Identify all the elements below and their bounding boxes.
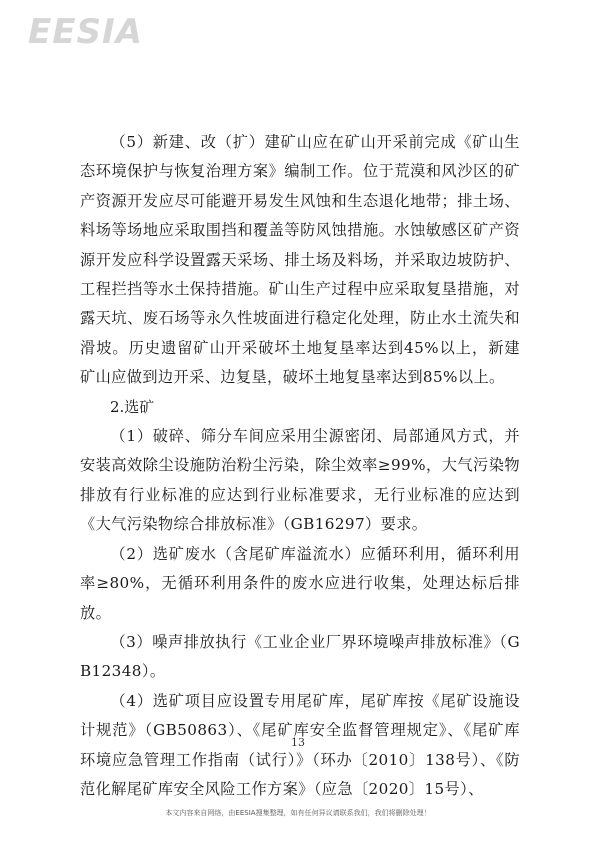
section-heading-beneficiation: 2.选矿 <box>110 397 155 416</box>
paragraph-dust-control: （1）破碎、筛分车间应采用尘源密闭、局部通风方式，并安装高效除尘设施防治粉尘污染，除尘效率≥99%，大气污染物排放有行业标准的应达到行业标准要求，无行业标准的应达到《大气污染物综合排放标准》（GB16297）要求。 <box>80 427 520 534</box>
paragraph-mine-restoration: （5）新建、改（扩）建矿山应在矿山开采前完成《矿山生态环境保护与恢复治理方案》编制工作。位于荒漠和风沙区的矿产资源开发应尽可能避开易发生风蚀和生态退化地带；排土场、料场等场地应采取围挡和覆盖等防风蚀措施。水蚀敏感区矿产资源开发应科学设置露天采场、排土场及料场，并采取边坡防护、工程拦挡等水土保持措施。矿山生产过程中应采取复垦措施，对露天坑、废石场等永久性坡面进行稳定化处理，防止水土流失和滑坡。历史遗留矿山开采破坏土地复垦率达到45%以上，新建矿山应做到边开采、边复垦，破坏土地复垦率达到85%以上。 <box>80 133 520 387</box>
page-number: 13 <box>291 736 305 749</box>
footer-disclaimer: 本文内容来自网络，由EESIA搜集整理，如有任何异议请联系我们，我们将删除处理！ <box>165 809 431 817</box>
eesia-logo: EESIA <box>28 12 143 52</box>
paragraph-wastewater: （2）选矿废水（含尾矿库溢流水）应循环利用，循环利用率≥80%，无循环利用条件的废水应进行收集，处理达标后排放。 <box>80 544 520 622</box>
document-body <box>80 128 520 804</box>
paragraph-noise: （3）噪声排放执行《工业企业厂界环境噪声排放标准》（GB12348）。 <box>80 632 520 681</box>
paragraph-tailings: （4）选矿项目应设置专用尾矿库，尾矿库按《尾矿设施设计规范》（GB50863）、《尾矿库安全监督管理规定》、《尾矿库环境应急管理工作指南（试行）》（环办〔2010〕138号）、《防范化解尾矿库安全风险工作方案》（应急〔2020〕15号）、 <box>80 691 520 798</box>
